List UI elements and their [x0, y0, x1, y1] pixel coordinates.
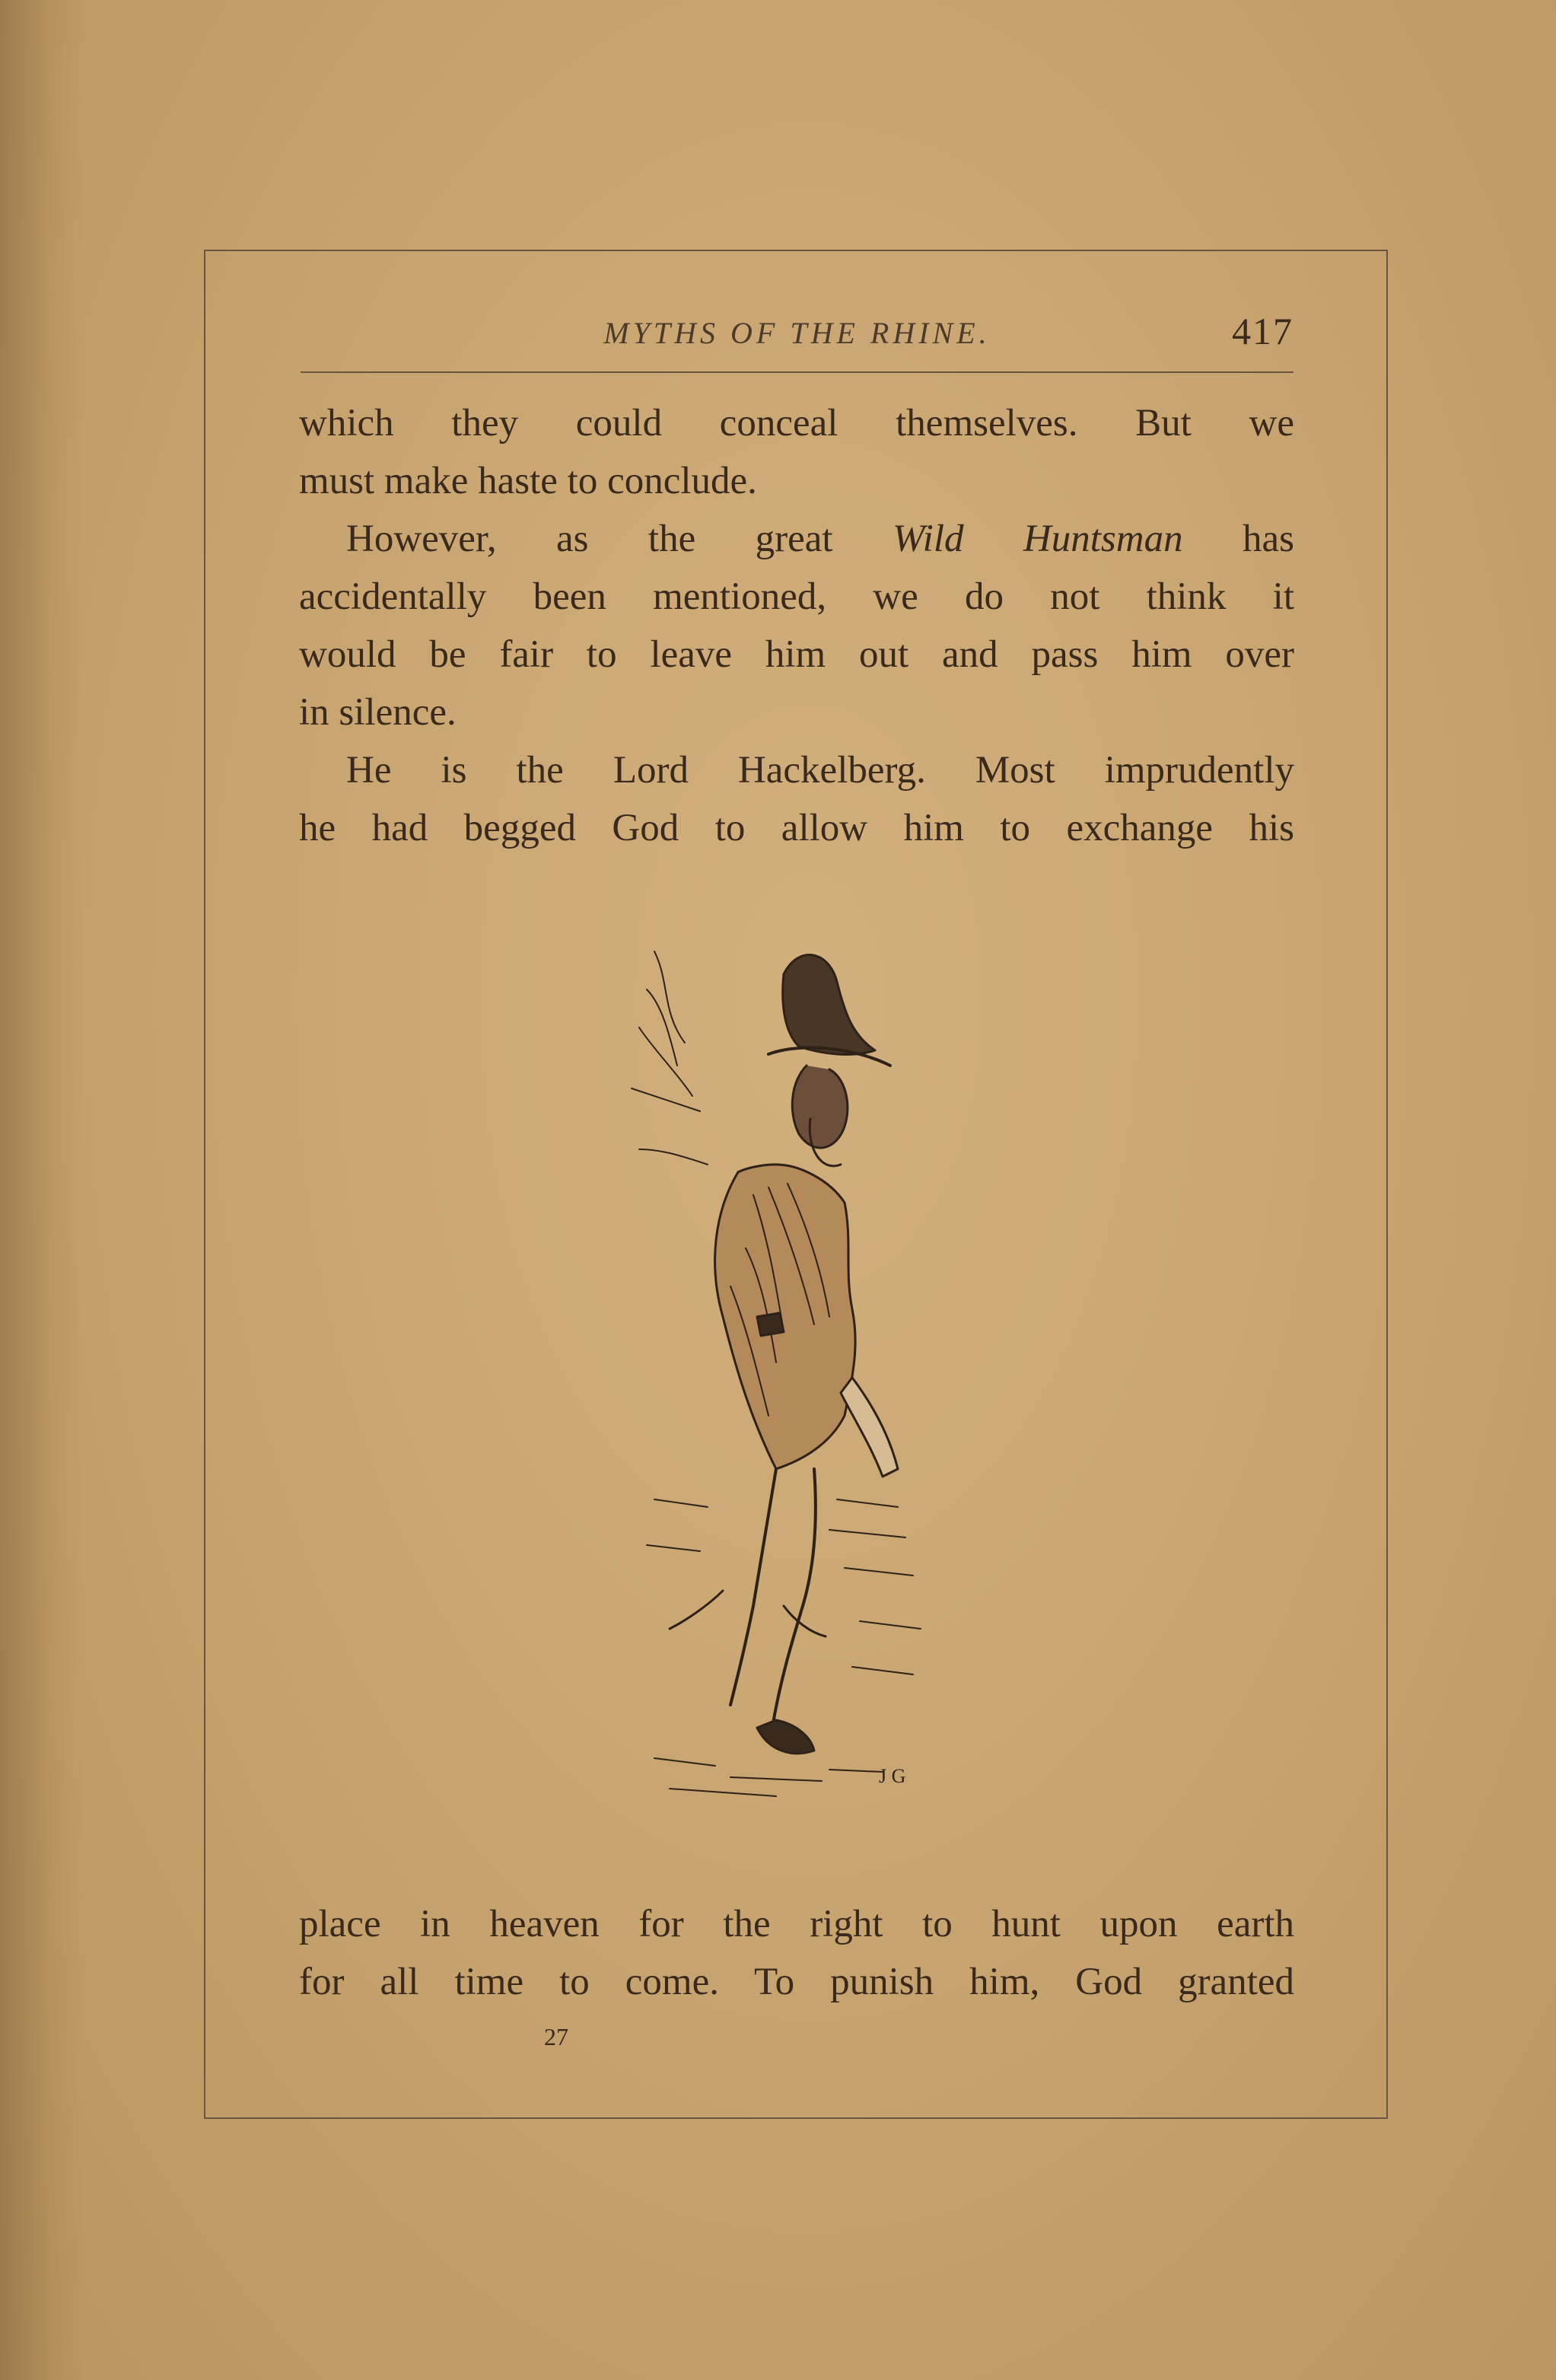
text-line: which they could conceal themselves. But we: [299, 402, 1294, 444]
text-line: accidentally been mentioned, we do not think it: [299, 575, 1294, 618]
wild-huntsman-illustration: [624, 921, 966, 1834]
running-title: MYTHS OF THE RHINE.: [603, 316, 991, 350]
text-line: for all time to come. To punish him, God granted: [299, 1961, 1294, 2003]
text-block-bottom: [299, 1895, 1294, 2011]
text-line: in silence.: [299, 691, 457, 734]
running-head: [301, 304, 1293, 373]
text-line: He is the Lord Hackelberg. Most imprudently: [346, 749, 1294, 792]
text-line: [299, 510, 1294, 568]
text-line: must make haste to conclude.: [299, 460, 757, 502]
page-edge-shadow: [0, 0, 84, 2380]
text-fragment: has: [1182, 518, 1295, 560]
italic-title: Wild Huntsman: [893, 518, 1183, 560]
text-line: would be fair to leave him out and pass him over: [299, 633, 1294, 676]
text-line: place in heaven for the right to hunt upon earth: [299, 1903, 1294, 1945]
text-block-top: [299, 394, 1294, 857]
signature-mark: 27: [544, 2023, 568, 2050]
text-line: he had begged God to allow him to exchange his: [299, 807, 1294, 849]
text-fragment: However, as the great: [346, 518, 893, 560]
illustration-initials: J G: [879, 1765, 906, 1787]
page-number: 417: [1232, 310, 1293, 352]
